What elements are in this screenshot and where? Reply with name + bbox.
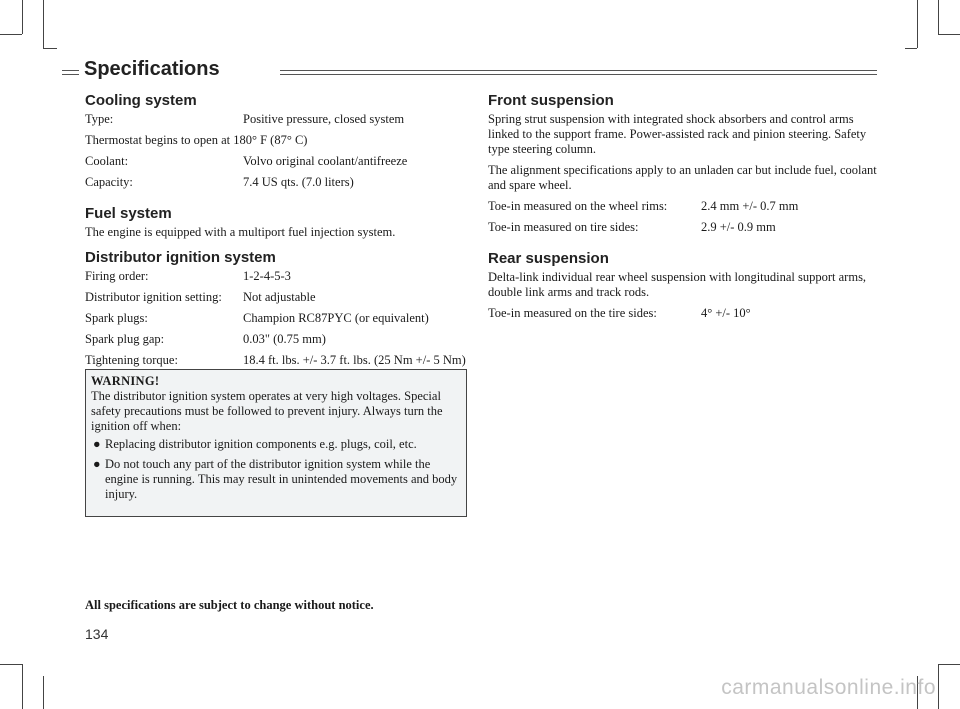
warning-item-text: Do not touch any part of the distributor ignition system while the engine is running. This may result in unintended movements and body injury. (105, 457, 458, 501)
bullet-icon: ● (93, 457, 101, 471)
cooling-spec-table (85, 112, 470, 196)
warning-box (85, 369, 467, 517)
spec-label: Type: (85, 112, 114, 126)
warning-item (91, 457, 461, 502)
bullet-icon: ● (93, 437, 101, 451)
spec-value: 4° +/- 10° (701, 306, 751, 320)
ignition-spec-table (85, 269, 470, 374)
spec-label: Firing order: (85, 269, 149, 283)
spec-label: Toe-in measured on the wheel rims: (488, 199, 668, 213)
spec-value: Volvo original coolant/antifreeze (243, 154, 408, 168)
spec-row (85, 332, 470, 353)
spec-label: Toe-in measured on the tire sides: (488, 306, 657, 320)
front-suspension-section (488, 92, 883, 241)
rear-suspension-section (488, 250, 883, 327)
spec-row (85, 290, 470, 311)
page-header (62, 60, 877, 86)
spec-row (85, 133, 470, 154)
ignition-system-section (85, 249, 470, 374)
fuel-system-section (85, 205, 470, 240)
warning-title: WARNING! (91, 374, 160, 388)
spec-value: Not adjustable (243, 290, 316, 304)
watermark: carmanualsonline.info (721, 676, 936, 699)
spec-label: Tightening torque: (85, 353, 178, 367)
warning-item (91, 437, 461, 452)
spec-label: Toe-in measured on tire sides: (488, 220, 639, 234)
spec-row (85, 311, 470, 332)
spec-row (85, 175, 470, 196)
rear-suspension-heading: Rear suspension (488, 250, 609, 267)
fuel-system-heading: Fuel system (85, 205, 172, 222)
spec-row (488, 199, 883, 220)
spec-row (488, 306, 883, 327)
spec-label: Spark plug gap: (85, 332, 165, 346)
spec-value: 1-2-4-5-3 (243, 269, 291, 283)
front-suspension-text: Spring strut suspension with integrated shock absorbers and control arms linked to the support frame. Power-assisted rack and pinion steering. Safety type steering column. (488, 112, 867, 156)
warning-list (91, 437, 461, 502)
page-title: Specifications (84, 58, 220, 80)
spec-value: 2.4 mm +/- 0.7 mm (701, 199, 799, 213)
spec-row (85, 154, 470, 175)
warning-text: The distributor ignition system operates at very high voltages. Special safety precautions must be followed to prevent injury. Always turn the ignition off when: (91, 389, 443, 433)
right-column (488, 92, 883, 336)
spec-row (85, 112, 470, 133)
front-suspension-spec-table (488, 199, 883, 241)
change-notice: All specifications are subject to change without notice. (85, 598, 374, 612)
alignment-note: The alignment specifications apply to an unladen car but include fuel, coolant and spare wheel. (488, 163, 877, 192)
spec-value: 2.9 +/- 0.9 mm (701, 220, 776, 234)
spec-value: 7.4 US qts. (7.0 liters) (243, 175, 354, 189)
title-rule-right (280, 70, 877, 75)
spec-value: Positive pressure, closed system (243, 112, 405, 126)
spec-label: Capacity: (85, 175, 133, 189)
title-rule-left (62, 70, 79, 75)
cooling-system-section (85, 92, 470, 196)
spec-value: 0.03" (0.75 mm) (243, 332, 326, 346)
spec-row (488, 220, 883, 241)
spec-label: Distributor ignition setting: (85, 290, 222, 304)
spec-value: 18.4 ft. lbs. +/- 3.7 ft. lbs. (25 Nm +/- 5 Nm) (243, 353, 466, 367)
front-suspension-heading: Front suspension (488, 92, 614, 109)
spec-label: Thermostat begins to open at 180° F (87° C) (85, 133, 308, 147)
page-number: 134 (85, 626, 109, 642)
cooling-system-heading: Cooling system (85, 92, 197, 109)
rear-suspension-spec-table (488, 306, 883, 327)
rear-suspension-text: Delta-link individual rear wheel suspension with longitudinal support arms, double link arms and track rods. (488, 270, 867, 299)
left-column (85, 92, 470, 383)
fuel-system-text: The engine is equipped with a multiport fuel injection system. (85, 225, 396, 239)
warning-item-text: Replacing distributor ignition components e.g. plugs, coil, etc. (105, 437, 417, 451)
spec-label: Spark plugs: (85, 311, 148, 325)
spec-row (85, 269, 470, 290)
spec-value: Champion RC87PYC (or equivalent) (243, 311, 429, 325)
ignition-system-heading: Distributor ignition system (85, 249, 276, 266)
spec-label: Coolant: (85, 154, 129, 168)
